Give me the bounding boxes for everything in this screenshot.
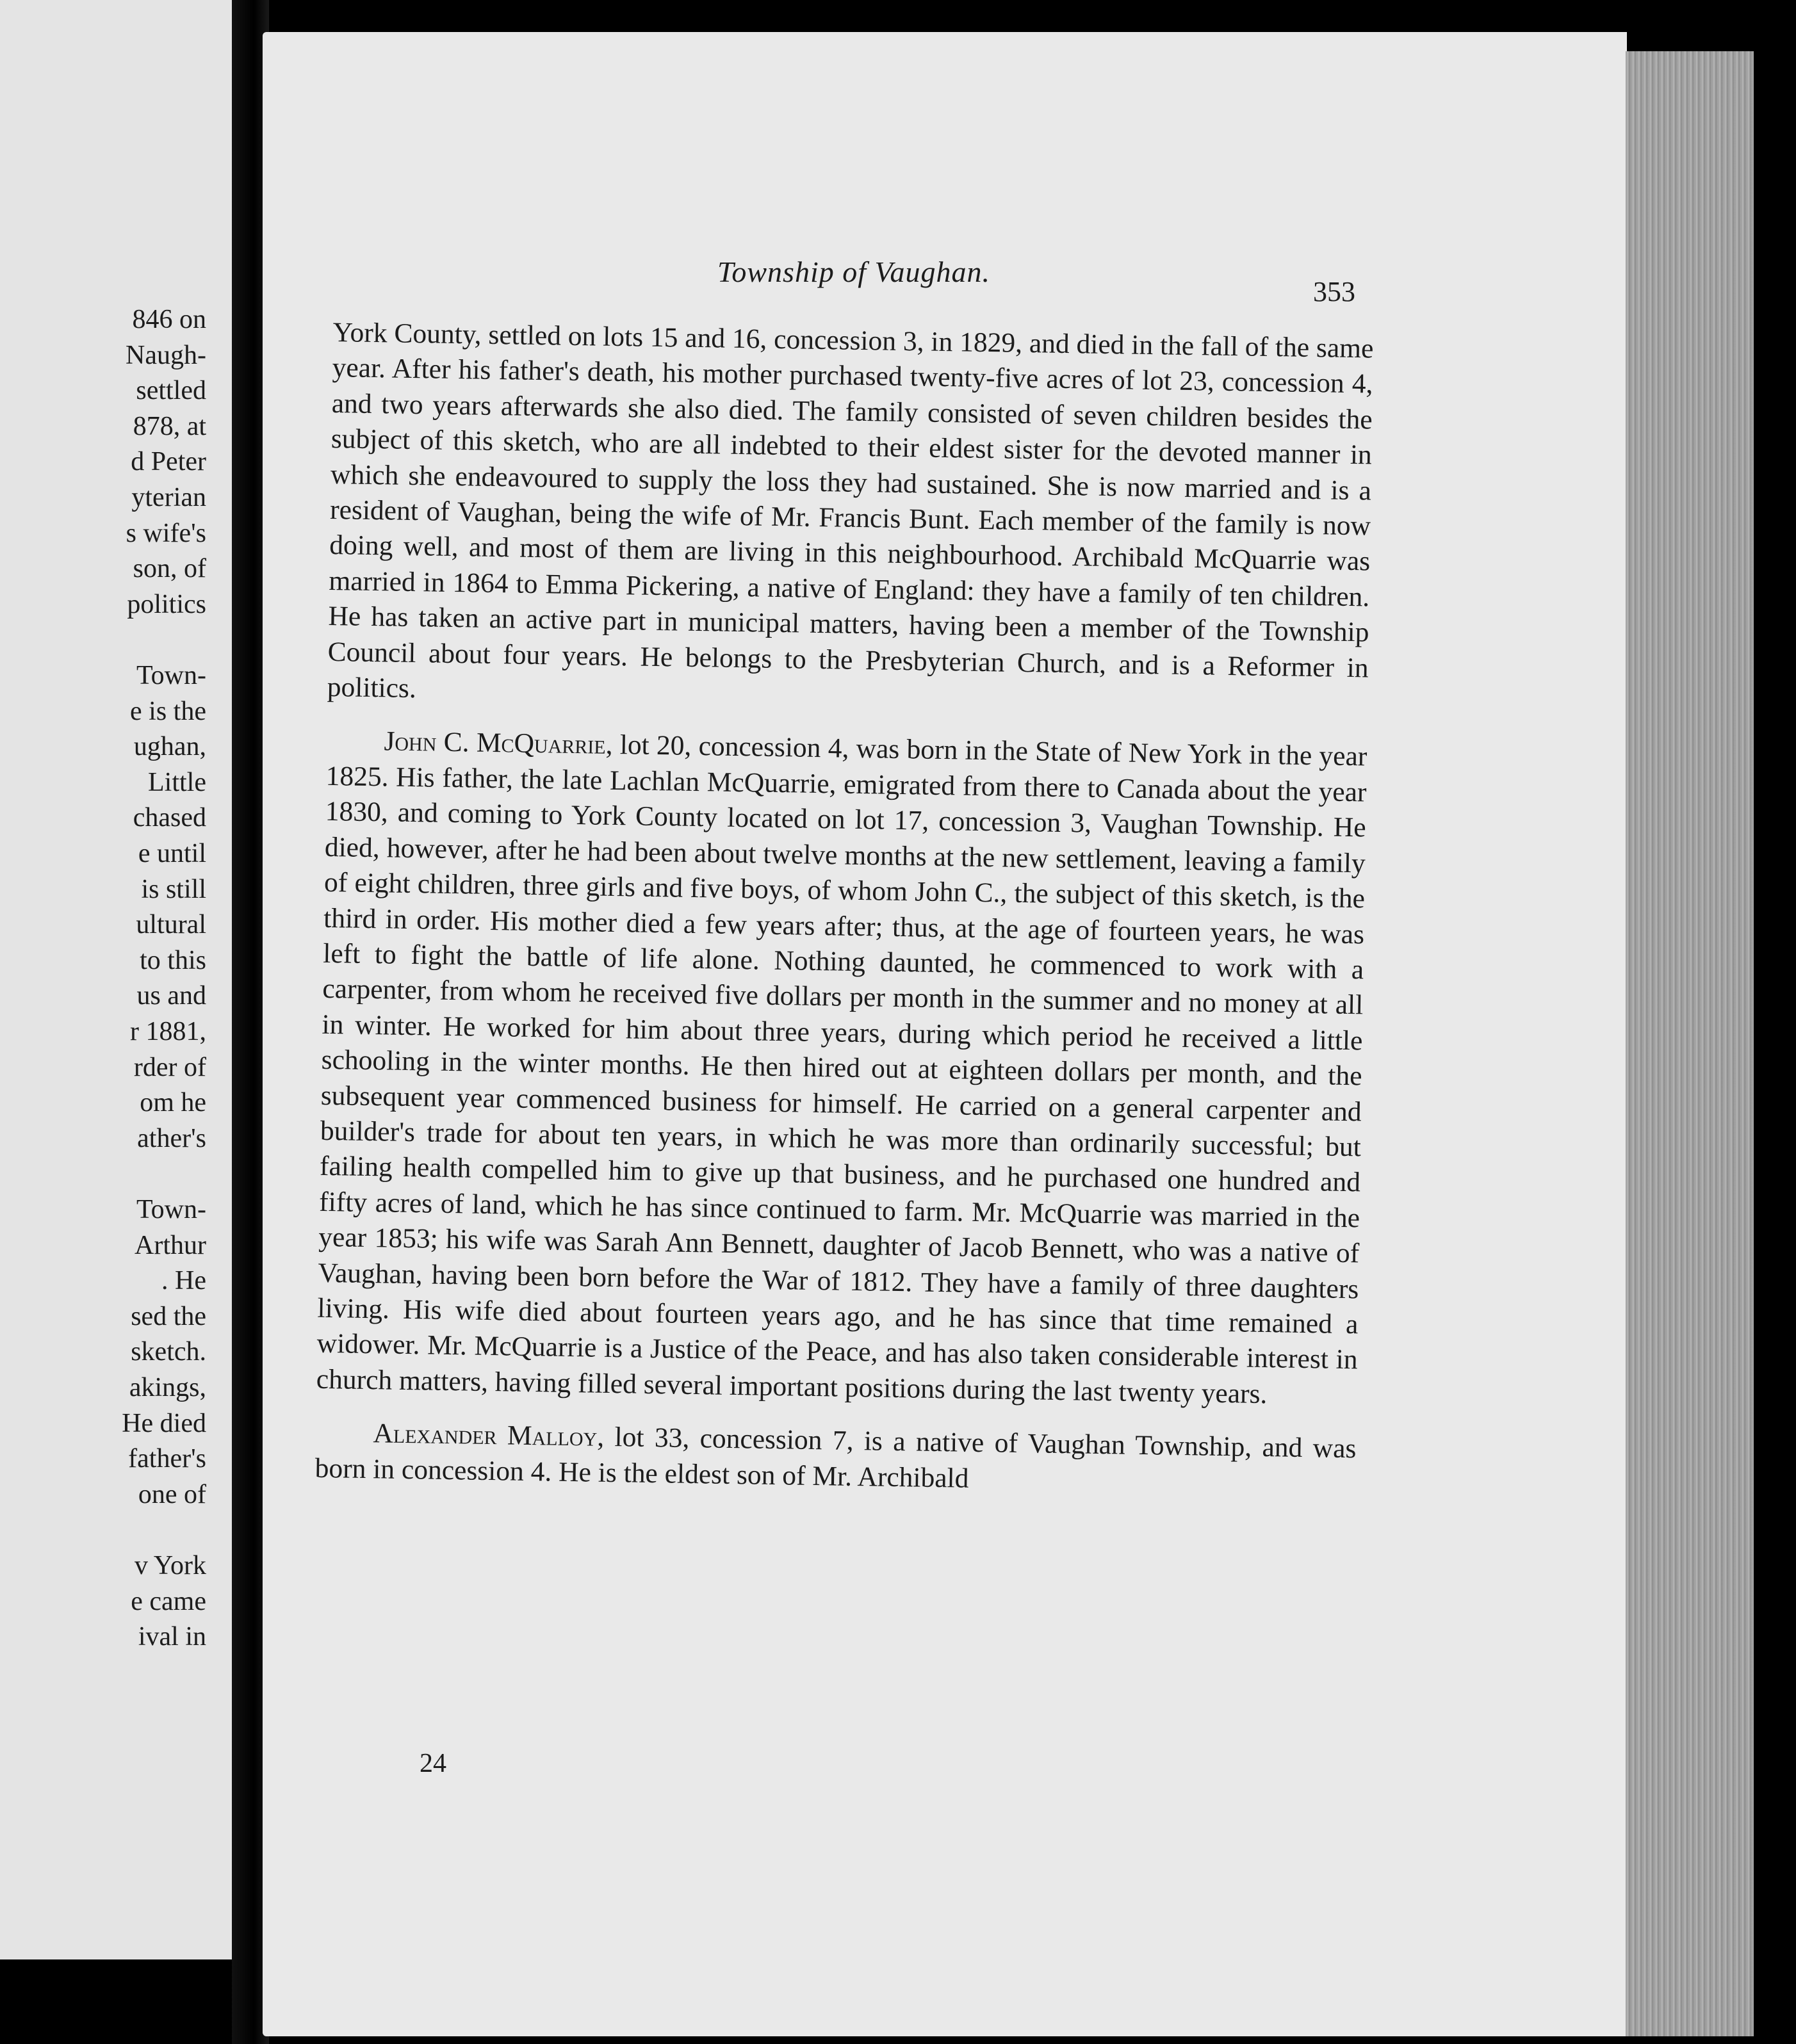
left-page-line: sketch. [131,1337,206,1367]
left-page-line: rder of [133,1052,206,1082]
left-page-line: us and [136,981,206,1011]
left-page-line: Town- [136,661,206,690]
left-page-line: sed the [131,1301,206,1331]
left-page-line: s wife's [126,518,206,548]
left-page-line: one of [138,1479,206,1509]
paragraph-continuation [327,315,1373,722]
left-page-line: e is the [130,696,206,726]
left-page-line: Arthur [135,1230,206,1260]
page-number: 353 [1313,276,1355,307]
left-page-line: settled [136,376,206,406]
left-page-line: e until [138,839,206,868]
left-page-line: He died [122,1408,206,1438]
left-page-line: is still [141,874,206,904]
left-page-line: r 1881, [130,1017,206,1046]
left-page-line: om he [140,1088,206,1118]
left-page-line: . He [161,1266,206,1296]
paragraph-john-mcquarrie [316,723,1367,1413]
left-page-line: ultural [136,910,206,940]
left-page-line: father's [128,1444,206,1474]
paragraph-lead-name: John C. McQuarrie [384,726,607,761]
left-page-line: yterian [131,483,206,512]
left-page-line: ather's [137,1123,206,1153]
left-page-line: e came [131,1586,206,1616]
paragraph-text: York County, settled on lots 15 and 16, concession 3, in 1829, and died in the fall of the same year. After his father's death, his mother purchased twenty-five acres of lot 23, concession 4, and two years afterwards she also died. The family consisted of seven children besides the subject of this sketch, who are all indebted to their eldest sister for the devoted manner in which she endeavoured to supply the loss they had sustained. She is now married and is a resident of Vaughan, being the wife of Mr. Francis Bunt. Each member of the family is now doing well, and most of them are living in this neighbourhood. Archibald McQuarrie was married in 1864 to Emma Pickering, a native of England: they have a family of ten children. He has taken an active part in municipal matters, having been a member of the Township Council about four years. He belongs to the Presbyterian Church, and is a Reformer in politics. [327,316,1374,704]
left-page-line: politics [127,589,206,619]
left-page-line: Naugh- [126,340,206,370]
body-text [314,315,1374,1520]
left-page-line: son, of [133,554,206,584]
page-edge-stack [1626,51,1754,2036]
signature-mark: 24 [420,1749,446,1778]
left-page-line: akings, [129,1373,206,1402]
left-page-line: 878, at [133,411,206,441]
left-page-line: Town- [136,1195,206,1224]
left-page-line: 846 on [132,305,206,334]
left-page-line: ughan, [133,732,206,762]
left-page-line: ival in [138,1622,206,1652]
paragraph-alexander-malloy [314,1415,1357,1502]
left-page-line: chased [133,803,206,833]
paragraph-text: , lot 20, concession 4, was born in the State of New York in the year 1825. His father, the late Lachlan McQuarrie, emigrated from there to Canada about the year 1830, and coming to York County located on lot 17, concession 3, Vaughan Township. He died, however, after he had been about twelve months at the new settlement, leaving a family of eight children, three girls and five boys, of whom John C., the subject of this sketch, is the third in order. His mother died a few years after; thus, at the age of fourteen years, he was left to fight the battle of life alone. Nothing daunted, he commenced to work with a carpenter, from whom he received five dollars per month in the summer and no money at all in winter. He worked for him about three years, during which period he received a little schooling in the winter months. He then hired out at eighteen dollars per month, and the subsequent year commenced business for himself. He carried on a general carpenter and builder's trade for about ten years, in which he was more than ordinarily successful; but failing health compelled him to give up that business, and he purchased one hundred and fifty acres of land, which he has since continued to farm. Mr. McQuarrie was married in the year 1853; his wife was Sarah Ann Bennett, daughter of Jacob Bennett, who was a native of Vaughan, having been born before the War of 1812. They have a family of three daughters living. His wife died about fourteen years ago, and he has since that time remained a widower. Mr. McQuarrie is a Justice of the Peace, and has also taken considerable interest in church matters, having filled several important positions during the last twenty years. [316,729,1367,1409]
left-page-line: Little [148,767,206,797]
paragraph-lead-name: Alexander Malloy [373,1418,598,1452]
running-head: Township of Vaughan. [717,256,991,288]
left-page-line: to this [140,945,206,975]
left-facing-page [0,0,232,1959]
left-page-line: v York [134,1551,206,1580]
left-page-line: d Peter [131,447,206,477]
paragraph-text: , lot 33, concession 7, is a native of Vaughan Township, and was born in concession 4. He is the eldest son of Mr. Archibald [314,1421,1357,1494]
